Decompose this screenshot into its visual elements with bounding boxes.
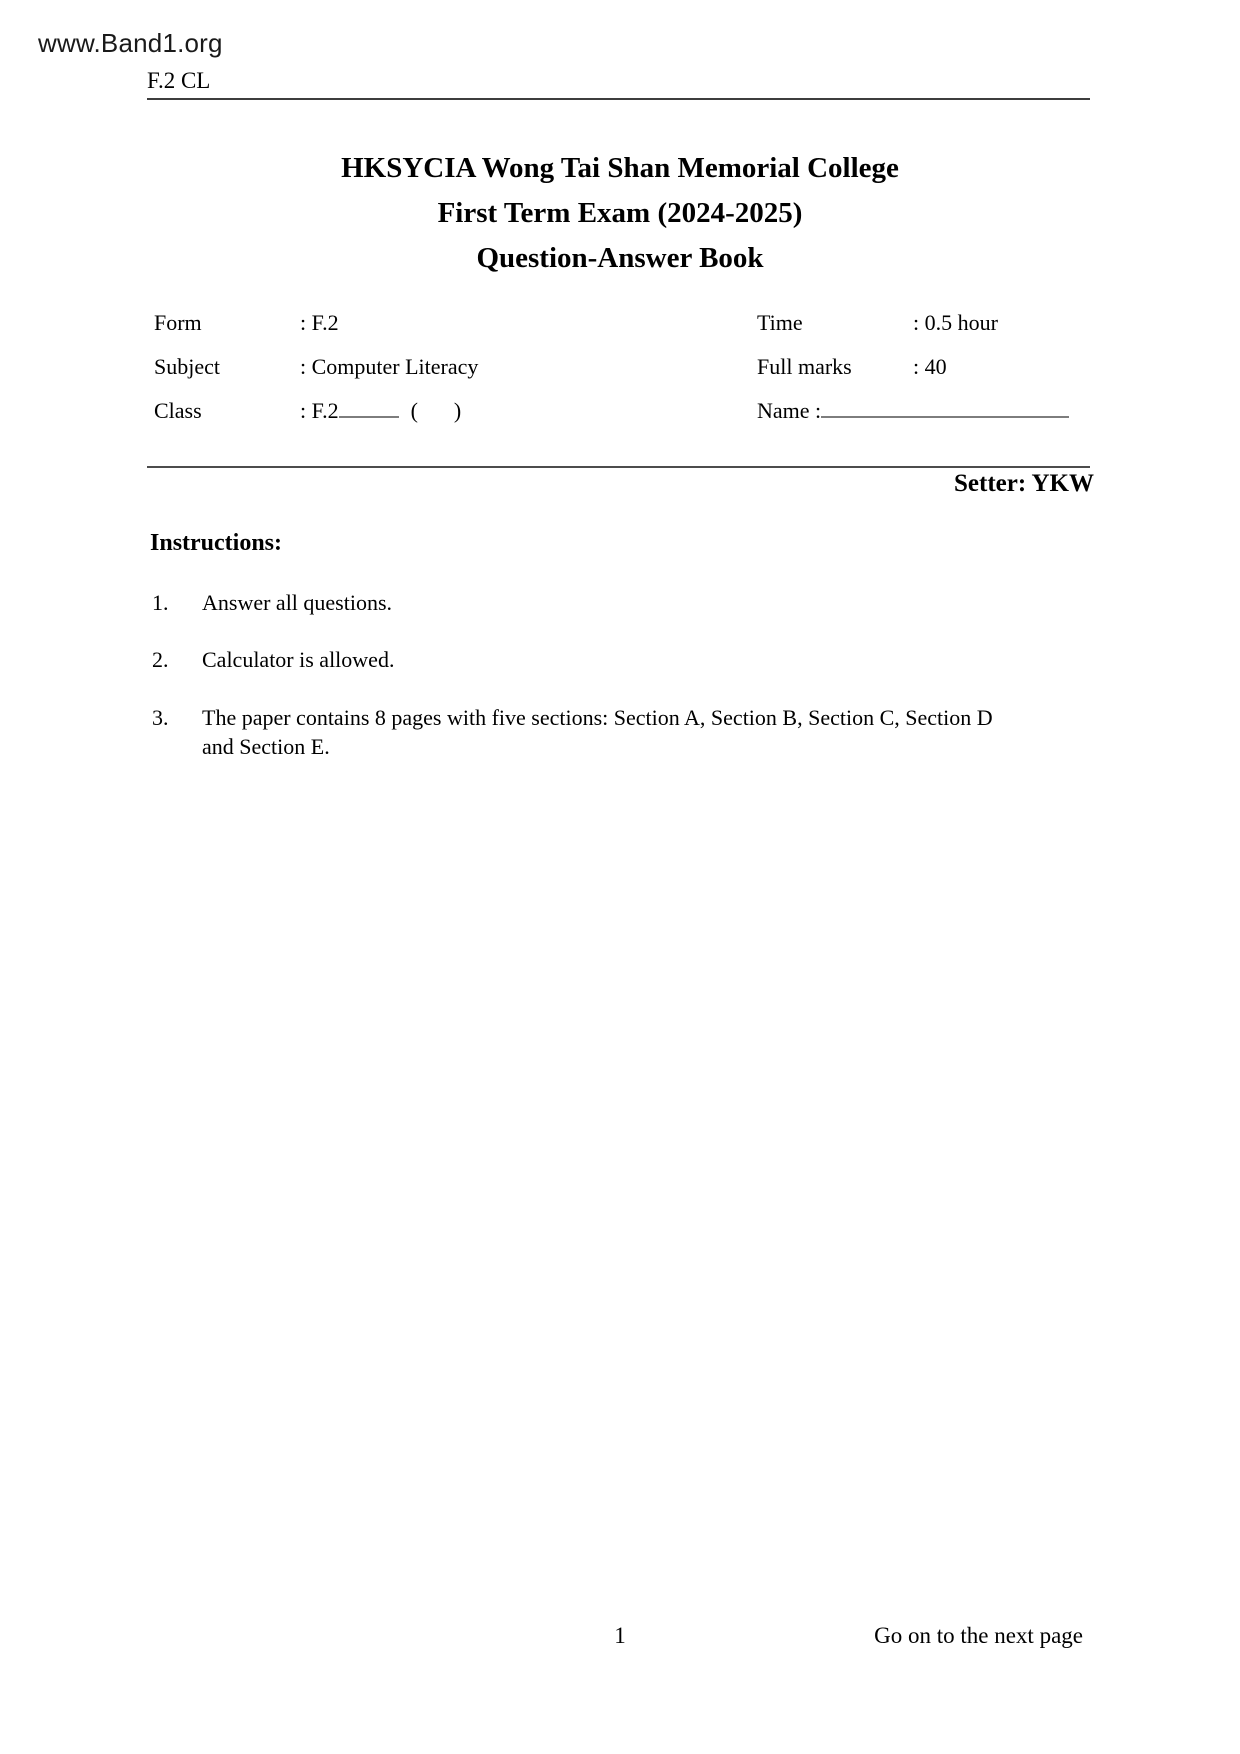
subject-row [154, 354, 714, 398]
instruction-number: 3. [152, 705, 169, 730]
class-paren-close: ) [453, 398, 462, 423]
page-number: 1 [614, 1623, 626, 1648]
setter: Setter: YKW [954, 470, 1094, 497]
horizontal-rule [147, 466, 1090, 468]
subject-value: : Computer Literacy [300, 354, 479, 379]
time-row [757, 310, 1097, 354]
subject-label: Subject [154, 354, 220, 379]
full-marks-label: Full marks [757, 354, 852, 379]
full-marks-value: : 40 [913, 354, 947, 379]
name-row [757, 398, 1097, 442]
exam-name: First Term Exam (2024-2025) [437, 197, 803, 229]
instruction-item [152, 703, 1014, 761]
go-on-next-page-note: Go on to the next page [874, 1623, 1083, 1648]
instruction-item [152, 588, 392, 617]
info-column-right [757, 310, 1097, 442]
course-code-header [147, 68, 1090, 100]
instruction-text: Calculator is allowed. [202, 647, 395, 672]
instruction-item [152, 645, 394, 674]
instruction-text: The paper contains 8 pages with five sections: Section A, Section B, Section C, Section D and Section E. [202, 705, 993, 759]
instructions-heading: Instructions: [150, 530, 283, 556]
book-type: Question-Answer Book [476, 242, 764, 274]
full-marks-row [757, 354, 1097, 398]
instruction-text: Answer all questions. [202, 590, 393, 615]
instruction-number: 2. [152, 647, 169, 672]
class-fill-in-blank [339, 398, 399, 418]
form-label: Form [154, 310, 202, 335]
instruction-number: 1. [152, 590, 169, 615]
class-label: Class [154, 398, 202, 423]
info-column-left [154, 310, 714, 442]
class-value: : F.2 [300, 398, 339, 423]
class-row [154, 398, 714, 442]
site-watermark: www.Band1.org [38, 28, 223, 58]
form-row [154, 310, 714, 354]
time-label: Time [757, 310, 803, 335]
form-value: : F.2 [300, 310, 339, 335]
class-paren-open: ( [410, 398, 418, 423]
course-code: F.2 CL [147, 68, 211, 93]
name-fill-in-blank [821, 398, 1069, 418]
name-label: Name : [757, 398, 822, 423]
school-name: HKSYCIA Wong Tai Shan Memorial College [341, 152, 899, 184]
time-value: : 0.5 hour [913, 310, 998, 335]
title-block [150, 146, 1090, 281]
